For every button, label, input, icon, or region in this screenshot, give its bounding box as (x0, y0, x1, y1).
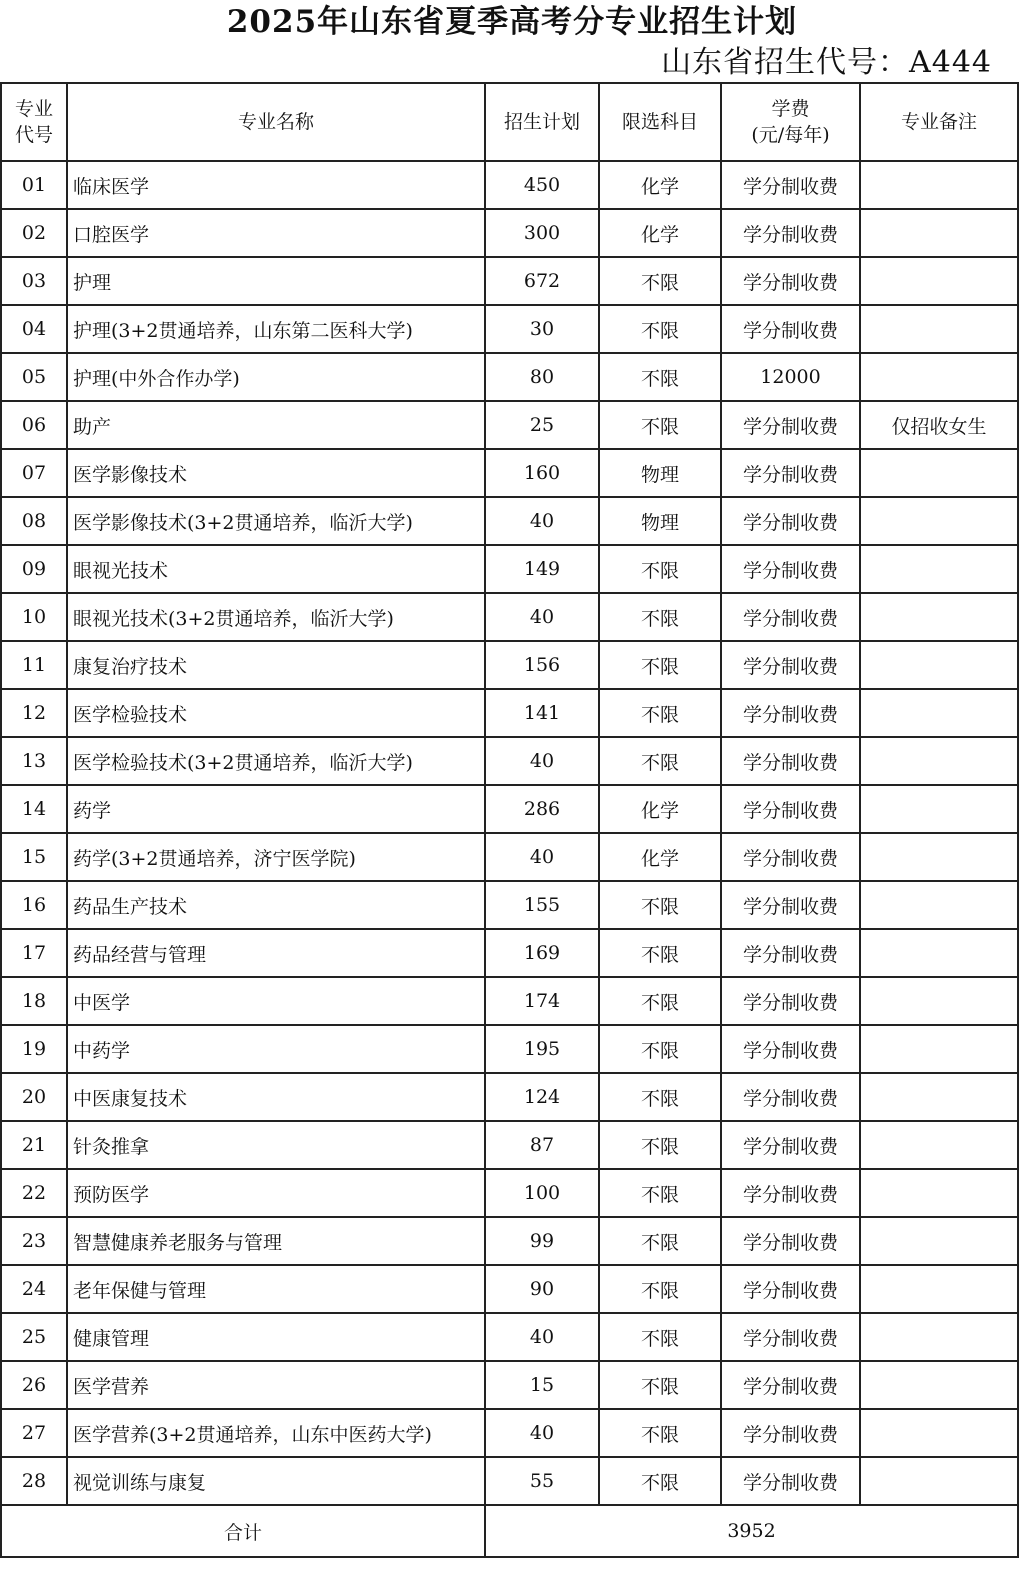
table-row (1, 689, 1018, 737)
cell-code: 17 (1, 929, 67, 977)
cell-note (860, 353, 1018, 401)
cell-name: 助产 (67, 401, 485, 449)
cell-note (860, 929, 1018, 977)
cell-code: 05 (1, 353, 67, 401)
cell-plan: 156 (485, 641, 599, 689)
cell-note (860, 641, 1018, 689)
cell-plan: 80 (485, 353, 599, 401)
cell-plan: 87 (485, 1121, 599, 1169)
cell-plan: 286 (485, 785, 599, 833)
cell-subject: 不限 (599, 353, 721, 401)
cell-subject: 不限 (599, 1169, 721, 1217)
cell-note (860, 209, 1018, 257)
cell-subject: 不限 (599, 305, 721, 353)
table-row (1, 1121, 1018, 1169)
cell-note (860, 257, 1018, 305)
cell-plan: 40 (485, 1409, 599, 1457)
cell-subject: 不限 (599, 641, 721, 689)
cell-plan: 55 (485, 1457, 599, 1505)
table-row (1, 1361, 1018, 1409)
cell-plan: 169 (485, 929, 599, 977)
table-row (1, 497, 1018, 545)
table-row (1, 305, 1018, 353)
page-title: 2025年山东省夏季高考分专业招生计划 (226, 4, 798, 40)
total-row (1, 1505, 1018, 1557)
cell-name: 护理(中外合作办学) (67, 353, 485, 401)
cell-name: 康复治疗技术 (67, 641, 485, 689)
cell-code: 20 (1, 1073, 67, 1121)
cell-code: 25 (1, 1313, 67, 1361)
cell-note (860, 1217, 1018, 1265)
table-row (1, 977, 1018, 1025)
cell-fee: 学分制收费 (721, 833, 860, 881)
cell-plan: 40 (485, 833, 599, 881)
cell-plan: 15 (485, 1361, 599, 1409)
table-row (1, 401, 1018, 449)
cell-fee: 学分制收费 (721, 737, 860, 785)
header-code (1, 83, 67, 161)
cell-subject: 不限 (599, 1361, 721, 1409)
cell-name: 老年保健与管理 (67, 1265, 485, 1313)
cell-subject: 不限 (599, 1409, 721, 1457)
cell-plan: 40 (485, 497, 599, 545)
table-row (1, 641, 1018, 689)
cell-fee: 学分制收费 (721, 689, 860, 737)
cell-note (860, 1313, 1018, 1361)
cell-fee: 学分制收费 (721, 1457, 860, 1505)
table-row (1, 881, 1018, 929)
cell-code: 22 (1, 1169, 67, 1217)
cell-code: 10 (1, 593, 67, 641)
cell-name: 医学检验技术(3+2贯通培养，临沂大学) (67, 737, 485, 785)
cell-note (860, 833, 1018, 881)
table-row (1, 1025, 1018, 1073)
cell-fee: 学分制收费 (721, 1409, 860, 1457)
cell-fee: 学分制收费 (721, 1169, 860, 1217)
cell-plan: 450 (485, 161, 599, 209)
table-row (1, 1409, 1018, 1457)
cell-code: 07 (1, 449, 67, 497)
cell-note (860, 305, 1018, 353)
cell-code: 21 (1, 1121, 67, 1169)
cell-note (860, 785, 1018, 833)
cell-name: 智慧健康养老服务与管理 (67, 1217, 485, 1265)
cell-subject: 化学 (599, 209, 721, 257)
cell-name: 中药学 (67, 1025, 485, 1073)
cell-note (860, 1457, 1018, 1505)
cell-fee: 学分制收费 (721, 1025, 860, 1073)
cell-name: 护理(3+2贯通培养，山东第二医科大学) (67, 305, 485, 353)
cell-plan: 40 (485, 593, 599, 641)
enrollment-plan-table (0, 82, 1019, 1558)
cell-note: 仅招收女生 (860, 401, 1018, 449)
table-row (1, 257, 1018, 305)
header-fee-line2: (元/每年) (751, 124, 830, 146)
cell-fee: 学分制收费 (721, 1361, 860, 1409)
header-code-line2: 代号 (14, 124, 53, 146)
cell-plan: 672 (485, 257, 599, 305)
cell-plan: 30 (485, 305, 599, 353)
table-row (1, 1217, 1018, 1265)
cell-subject: 不限 (599, 737, 721, 785)
cell-code: 09 (1, 545, 67, 593)
cell-plan: 155 (485, 881, 599, 929)
cell-fee: 学分制收费 (721, 1121, 860, 1169)
cell-code: 12 (1, 689, 67, 737)
table-row (1, 1169, 1018, 1217)
cell-fee: 学分制收费 (721, 257, 860, 305)
cell-fee: 学分制收费 (721, 929, 860, 977)
table-row (1, 929, 1018, 977)
cell-plan: 195 (485, 1025, 599, 1073)
cell-fee: 学分制收费 (721, 1265, 860, 1313)
table-row (1, 209, 1018, 257)
cell-name: 中医学 (67, 977, 485, 1025)
cell-plan: 40 (485, 1313, 599, 1361)
cell-fee: 学分制收费 (721, 593, 860, 641)
cell-fee: 学分制收费 (721, 449, 860, 497)
cell-code: 03 (1, 257, 67, 305)
cell-name: 眼视光技术 (67, 545, 485, 593)
cell-note (860, 689, 1018, 737)
header-fee-line1: 学费 (771, 98, 810, 120)
table-row (1, 545, 1018, 593)
cell-subject: 不限 (599, 689, 721, 737)
total-value: 3952 (485, 1505, 1018, 1557)
cell-name: 护理 (67, 257, 485, 305)
cell-fee: 学分制收费 (721, 401, 860, 449)
cell-name: 临床医学 (67, 161, 485, 209)
cell-name: 预防医学 (67, 1169, 485, 1217)
cell-note (860, 593, 1018, 641)
cell-plan: 99 (485, 1217, 599, 1265)
cell-code: 27 (1, 1409, 67, 1457)
cell-note (860, 1121, 1018, 1169)
cell-fee: 学分制收费 (721, 497, 860, 545)
cell-code: 02 (1, 209, 67, 257)
cell-code: 04 (1, 305, 67, 353)
cell-plan: 141 (485, 689, 599, 737)
cell-name: 针灸推拿 (67, 1121, 485, 1169)
table-row (1, 161, 1018, 209)
table-row (1, 1313, 1018, 1361)
table-row (1, 785, 1018, 833)
cell-fee: 12000 (721, 353, 860, 401)
cell-subject: 不限 (599, 401, 721, 449)
cell-fee: 学分制收费 (721, 545, 860, 593)
table-row (1, 1073, 1018, 1121)
table-row (1, 449, 1018, 497)
cell-note (860, 1361, 1018, 1409)
table-row (1, 1265, 1018, 1313)
cell-name: 眼视光技术(3+2贯通培养，临沂大学) (67, 593, 485, 641)
cell-note (860, 1073, 1018, 1121)
cell-fee: 学分制收费 (721, 305, 860, 353)
cell-code: 18 (1, 977, 67, 1025)
cell-plan: 25 (485, 401, 599, 449)
cell-note (860, 161, 1018, 209)
cell-note (860, 449, 1018, 497)
cell-name: 医学影像技术(3+2贯通培养，临沂大学) (67, 497, 485, 545)
header-subject: 限选科目 (599, 83, 721, 161)
header-note: 专业备注 (860, 83, 1018, 161)
cell-plan: 160 (485, 449, 599, 497)
cell-code: 28 (1, 1457, 67, 1505)
cell-subject: 化学 (599, 161, 721, 209)
total-label: 合计 (1, 1505, 485, 1557)
cell-note (860, 737, 1018, 785)
cell-subject: 不限 (599, 1025, 721, 1073)
cell-subject: 不限 (599, 1121, 721, 1169)
cell-name: 医学检验技术 (67, 689, 485, 737)
cell-plan: 174 (485, 977, 599, 1025)
cell-name: 健康管理 (67, 1313, 485, 1361)
table-body (1, 161, 1018, 1557)
cell-note (860, 545, 1018, 593)
cell-code: 15 (1, 833, 67, 881)
cell-subject: 不限 (599, 977, 721, 1025)
table-row (1, 353, 1018, 401)
cell-fee: 学分制收费 (721, 1313, 860, 1361)
cell-plan: 40 (485, 737, 599, 785)
cell-subject: 不限 (599, 593, 721, 641)
cell-subject: 不限 (599, 1265, 721, 1313)
cell-name: 药品经营与管理 (67, 929, 485, 977)
cell-fee: 学分制收费 (721, 881, 860, 929)
cell-note (860, 1409, 1018, 1457)
cell-note (860, 1265, 1018, 1313)
cell-name: 医学营养 (67, 1361, 485, 1409)
table-row (1, 833, 1018, 881)
cell-subject: 不限 (599, 1073, 721, 1121)
cell-name: 视觉训练与康复 (67, 1457, 485, 1505)
cell-name: 药学 (67, 785, 485, 833)
table-header-row (1, 83, 1018, 161)
cell-subject: 物理 (599, 449, 721, 497)
table-row (1, 593, 1018, 641)
cell-name: 医学影像技术 (67, 449, 485, 497)
cell-subject: 化学 (599, 833, 721, 881)
recruit-code: 山东省招生代号：A444 (661, 45, 992, 80)
cell-plan: 90 (485, 1265, 599, 1313)
cell-note (860, 977, 1018, 1025)
table-row (1, 737, 1018, 785)
cell-code: 08 (1, 497, 67, 545)
cell-fee: 学分制收费 (721, 1073, 860, 1121)
cell-subject: 不限 (599, 1217, 721, 1265)
cell-plan: 300 (485, 209, 599, 257)
cell-fee: 学分制收费 (721, 641, 860, 689)
cell-fee: 学分制收费 (721, 1217, 860, 1265)
cell-note (860, 881, 1018, 929)
cell-code: 26 (1, 1361, 67, 1409)
cell-fee: 学分制收费 (721, 161, 860, 209)
header-name: 专业名称 (67, 83, 485, 161)
cell-fee: 学分制收费 (721, 977, 860, 1025)
cell-subject: 物理 (599, 497, 721, 545)
header-code-line1: 专业 (14, 98, 53, 120)
cell-name: 药学(3+2贯通培养，济宁医学院) (67, 833, 485, 881)
cell-fee: 学分制收费 (721, 785, 860, 833)
cell-fee: 学分制收费 (721, 209, 860, 257)
cell-subject: 不限 (599, 1313, 721, 1361)
header-plan: 招生计划 (485, 83, 599, 161)
cell-code: 13 (1, 737, 67, 785)
cell-name: 中医康复技术 (67, 1073, 485, 1121)
cell-subject: 不限 (599, 1457, 721, 1505)
cell-code: 14 (1, 785, 67, 833)
cell-name: 医学营养(3+2贯通培养，山东中医药大学) (67, 1409, 485, 1457)
cell-code: 23 (1, 1217, 67, 1265)
cell-code: 06 (1, 401, 67, 449)
cell-name: 药品生产技术 (67, 881, 485, 929)
cell-name: 口腔医学 (67, 209, 485, 257)
table-row (1, 1457, 1018, 1505)
cell-plan: 124 (485, 1073, 599, 1121)
cell-subject: 化学 (599, 785, 721, 833)
cell-plan: 100 (485, 1169, 599, 1217)
cell-subject: 不限 (599, 257, 721, 305)
cell-code: 16 (1, 881, 67, 929)
cell-note (860, 497, 1018, 545)
cell-code: 24 (1, 1265, 67, 1313)
cell-subject: 不限 (599, 545, 721, 593)
cell-note (860, 1169, 1018, 1217)
cell-subject: 不限 (599, 881, 721, 929)
cell-code: 19 (1, 1025, 67, 1073)
cell-note (860, 1025, 1018, 1073)
cell-code: 01 (1, 161, 67, 209)
cell-subject: 不限 (599, 929, 721, 977)
cell-code: 11 (1, 641, 67, 689)
header-fee (721, 83, 860, 161)
cell-plan: 149 (485, 545, 599, 593)
